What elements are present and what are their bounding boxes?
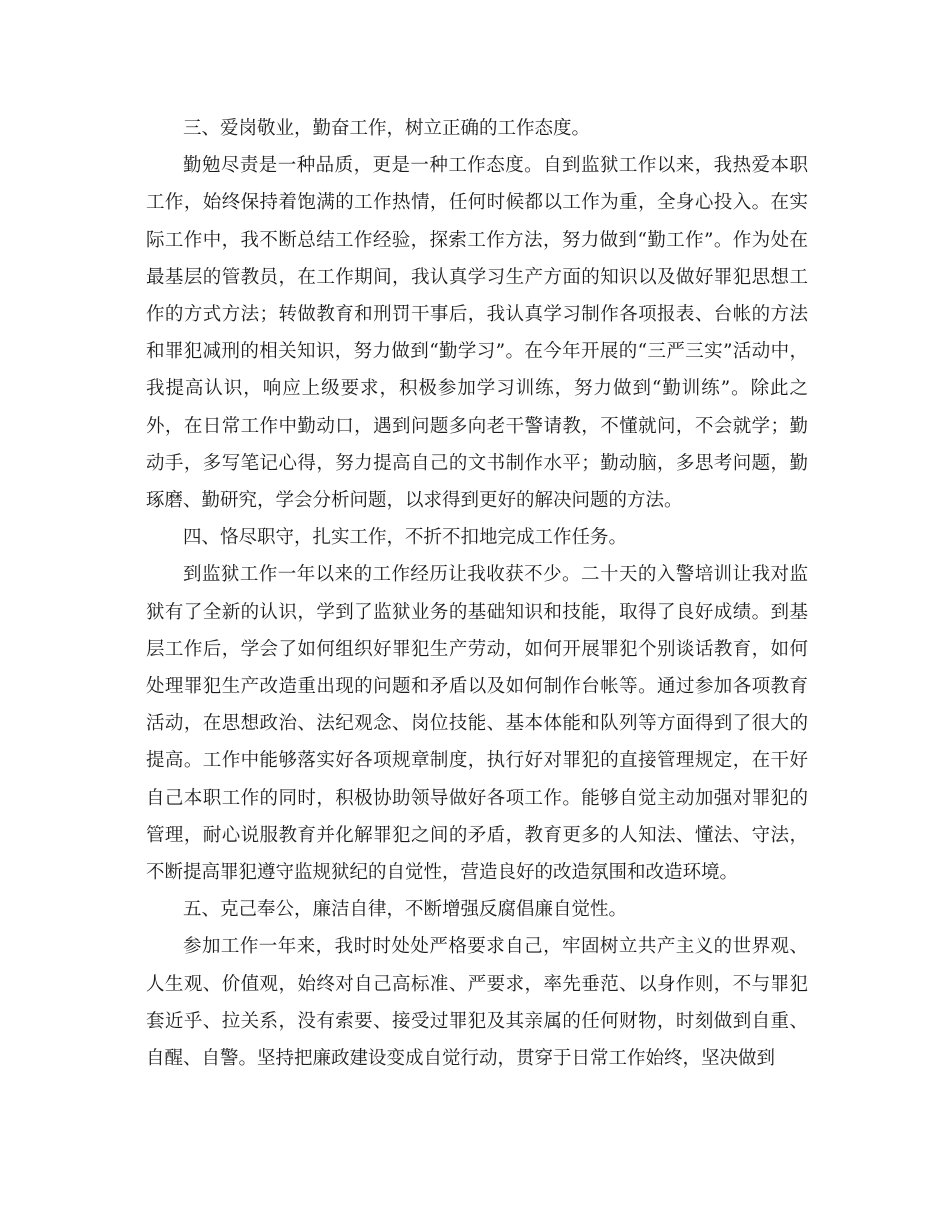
body-paragraph: 到监狱工作一年以来的工作经历让我收获不少。二十天的入警培训让我对监狱有了全新的认识，学到了监狱业务的基础知识和技能，取得了良好成绩。到基层工作后，学会了如何组织好罪犯生产劳动，如何开展罪犯个别谈话教育，如何处理罪犯生产改造重出现的问题和矛盾以及如何制作台帐等。通过参加各项教育活动，在思想政治、法纪观念、岗位技能、基本体能和队列等方面得到了很大的提高。工作中能够落实好各项规章制度，执行好对罪犯的直接管理规定，在干好自己本职工作的同时，积极协助领导做好各项工作。能够自觉主动加强对罪犯的管理，耐心说服教育并化解罪犯之间的矛盾，教育更多的人知法、懂法、守法，不断提高罪犯遵守监规狱纪的自觉性，营造良好的改造氛围和改造环境。 — [146, 564, 808, 884]
body-paragraph: 参加工作一年来，我时时处处严格要求自己，牢固树立共产主义的世界观、人生观、价值观，始终对自己高标准、严要求，率先垂范、以身作则，不与罪犯套近乎、拉关系，没有索要、接受过罪犯及其亲属的任何财物，时刻做到自重、自醒、自警。坚持把廉政建设变成自觉行动，贯穿于日常工作始终，坚决做到 — [146, 936, 808, 1070]
section-heading-four: 四、恪尽职守，扎实工作，不折不扣地完成工作任务。 — [183, 527, 628, 549]
section-heading-three: 三、爱岗敬业，勤奋工作，树立正确的工作态度。 — [183, 118, 591, 139]
document-body — [146, 110, 808, 1077]
section-heading-five: 五、克己奉公，廉洁自律，不断增强反腐倡廉自觉性。 — [183, 899, 628, 921]
body-paragraph: 勤勉尽责是一种品质，更是一种工作态度。自到监狱工作以来，我热爱本职工作，始终保持着饱满的工作热情，任何时候都以工作为重，全身心投入。在实际工作中，我不断总结工作经验，探索工作方法，努力做到“勤工作”。作为处在最基层的管教员，在工作期间，我认真学习生产方面的知识以及做好罪犯思想工作的方式方法；转做教育和刑罚干事后，我认真学习制作各项报表、台帐的方法和罪犯减刑的相关知识，努力做到“勤学习”。在今年开展的“三严三实”活动中，我提高认识，响应上级要求，积极参加学习训练，努力做到“勤训练”。除此之外，在日常工作中勤动口，遇到问题多向老干警请教，不懂就问，不会就学；勤动手，多写笔记心得，努力提高自己的文书制作水平；勤动脑，多思考问题，勤琢磨、勤研究，学会分析问题，以求得到更好的解决问题的方法。 — [146, 155, 808, 512]
